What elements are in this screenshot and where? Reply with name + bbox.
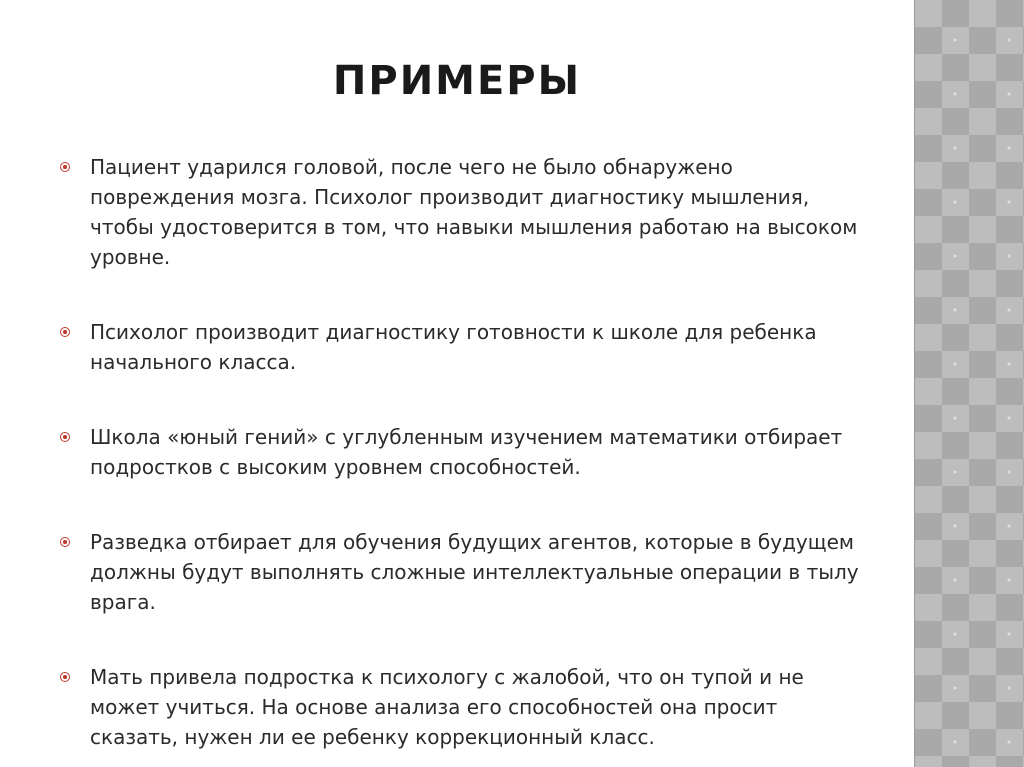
list-item-text: Пациент ударился головой, после чего не было обнаружено повреждения мозга. Психолог производит диагностику мышления, чтобы удостоверится в том, что навыки мышления работаю на высоком уровне. bbox=[90, 155, 858, 269]
decorative-pattern-strip bbox=[914, 0, 1024, 767]
list-item-text: Разведка отбирает для обучения будущих агентов, которые в будущем должны будут выполнять сложные интеллектуальные операции в тылу врага. bbox=[90, 530, 859, 614]
bullet-circle-icon bbox=[60, 537, 70, 547]
list-item bbox=[60, 422, 860, 482]
list-item bbox=[60, 527, 860, 617]
bullet-circle-icon bbox=[60, 162, 70, 172]
slide-title: ПРИМЕРЫ bbox=[332, 58, 582, 104]
list-item bbox=[60, 317, 860, 377]
bullet-list bbox=[60, 152, 860, 767]
bullet-circle-icon bbox=[60, 432, 70, 442]
list-item bbox=[60, 662, 860, 752]
list-item-text: Мать привела подростка к психологу с жалобой, что он тупой и не может учиться. На основе анализа его способностей она просит сказать, нужен ли ее ребенку коррекционный класс. bbox=[90, 665, 804, 749]
bullet-circle-icon bbox=[60, 327, 70, 337]
list-item-text: Школа «юный гений» с углубленным изучением математики отбирает подростков с высоким уровнем способностей. bbox=[90, 425, 843, 479]
list-item-text: Психолог производит диагностику готовности к школе для ребенка начального класса. bbox=[90, 320, 817, 374]
bullet-circle-icon bbox=[60, 672, 70, 682]
list-item bbox=[60, 152, 860, 272]
